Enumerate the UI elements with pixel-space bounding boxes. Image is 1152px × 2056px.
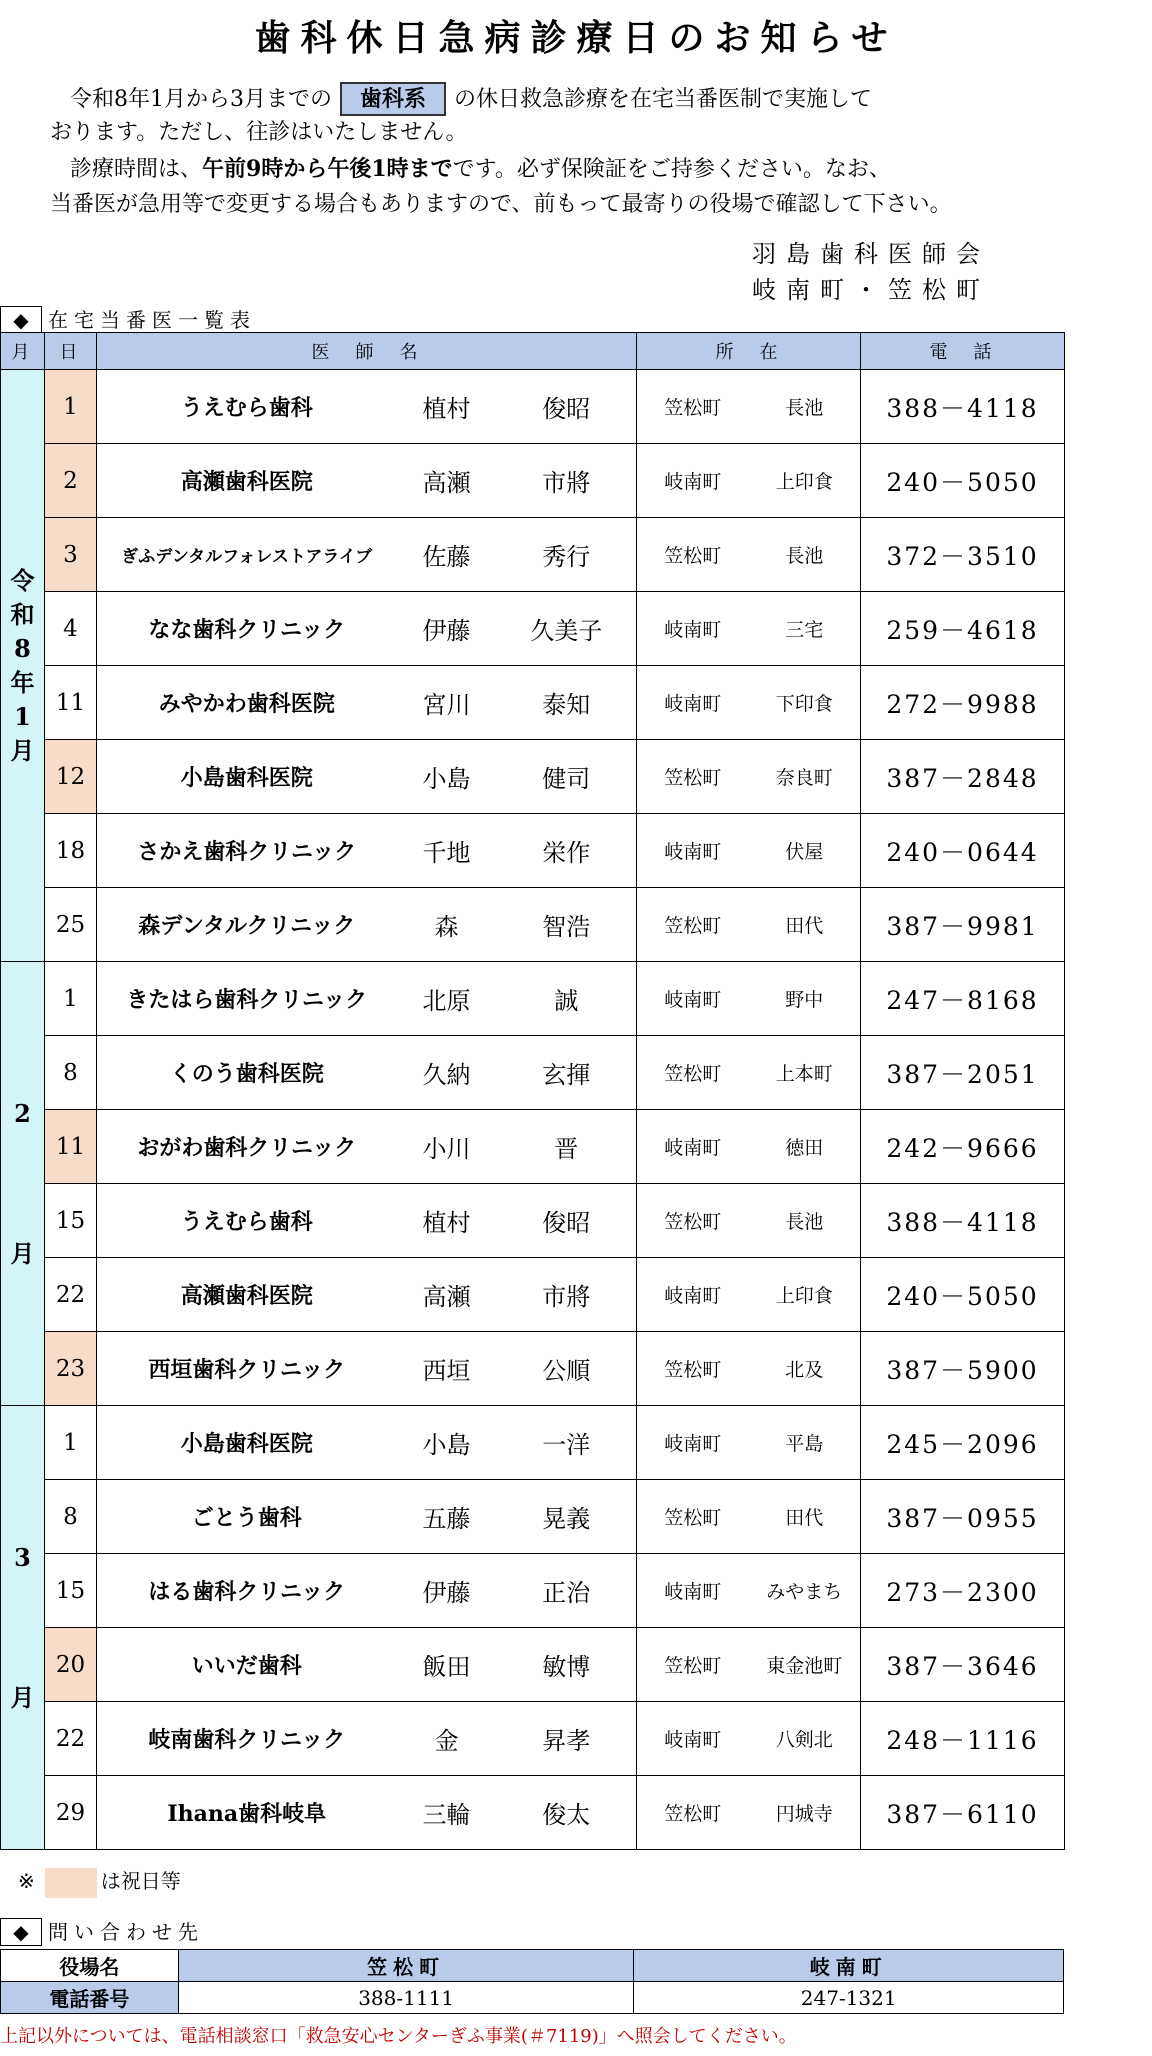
clinic-name: なな歯科クリニック <box>97 592 397 666</box>
doctor-given-name: 智浩 <box>497 888 637 962</box>
clinic-name: 高瀬歯科医院 <box>97 1258 397 1332</box>
intro-text: 令和8年1月から3月までの <box>70 87 332 112</box>
day-cell: 22 <box>45 1702 97 1776</box>
doctor-given-name: 敏博 <box>497 1628 637 1702</box>
area-name: 三宅 <box>749 592 861 666</box>
doctor-given-name: 誠 <box>497 962 637 1036</box>
table-row <box>1 814 1065 888</box>
day-cell: 23 <box>45 1332 97 1406</box>
table-row <box>1 1036 1065 1110</box>
diamond-icon: ◆ <box>0 1918 42 1946</box>
clinic-name: 岐南歯科クリニック <box>97 1702 397 1776</box>
legend-text: は祝日等 <box>100 1869 181 1893</box>
clinic-name: みやかわ歯科医院 <box>97 666 397 740</box>
phone-number: 240－0644 <box>861 814 1065 888</box>
org-towns: 岐南町・笠松町 <box>752 276 990 304</box>
table-row <box>1 1406 1065 1480</box>
doctor-given-name: 健司 <box>497 740 637 814</box>
table-row <box>1 1554 1065 1628</box>
month-cell <box>1 1406 45 1850</box>
day-cell: 18 <box>45 814 97 888</box>
intro-line-1 <box>70 82 1110 117</box>
holiday-swatch <box>45 1868 97 1898</box>
phone-number: 272－9988 <box>861 666 1065 740</box>
phone-number: 387－9981 <box>861 888 1065 962</box>
doctor-family-name: 伊藤 <box>397 592 497 666</box>
town-name: 岐南町 <box>637 962 749 1036</box>
doctor-family-name: 久納 <box>397 1036 497 1110</box>
day-cell: 11 <box>45 1110 97 1184</box>
intro-text: 診療時間は、 <box>70 157 203 182</box>
day-cell: 1 <box>45 962 97 1036</box>
clinic-name: さかえ歯科クリニック <box>97 814 397 888</box>
clinic-name: いいだ歯科 <box>97 1628 397 1702</box>
page-title: 歯科休日急病診療日のお知らせ <box>254 17 898 59</box>
day-cell: 11 <box>45 666 97 740</box>
intro-line-4: 当番医が急用等で変更する場合もありますので、前もって最寄りの役場で確認して下さい。 <box>50 192 952 217</box>
footer-note: 上記以外については、電話相談窓口「救急安心センターぎふ事業(＃7119)」へ照会してください。 <box>0 2026 797 2047</box>
area-name: 田代 <box>749 1480 861 1554</box>
area-name: 上印食 <box>749 1258 861 1332</box>
clinic-name: 西垣歯科クリニック <box>97 1332 397 1406</box>
table-row <box>1 444 1065 518</box>
area-name: 平島 <box>749 1406 861 1480</box>
doctor-given-name: 俊昭 <box>497 370 637 444</box>
contact-table <box>0 1949 1064 2014</box>
phone-ginan: 247-1321 <box>634 1982 1064 2014</box>
list-section-title: 在宅当番医一覧表 <box>48 308 256 332</box>
area-name: 奈良町 <box>749 740 861 814</box>
day-cell: 29 <box>45 1776 97 1850</box>
month-label: 3 月 <box>10 1542 35 1712</box>
header-phone: 電 話 <box>861 333 1065 370</box>
doctor-given-name: 晋 <box>497 1110 637 1184</box>
table-row <box>1 1258 1065 1332</box>
town-name: 岐南町 <box>637 444 749 518</box>
table-row <box>1 1776 1065 1850</box>
header-location: 所 在 <box>637 333 861 370</box>
doctor-family-name: 小島 <box>397 740 497 814</box>
doctor-given-name: 久美子 <box>497 592 637 666</box>
town-name: 笠松町 <box>637 1036 749 1110</box>
table-header-row <box>1 333 1065 370</box>
doctor-given-name: 市將 <box>497 444 637 518</box>
header-month: 月 <box>1 333 45 370</box>
phone-number: 387－0955 <box>861 1480 1065 1554</box>
org-name: 羽島歯科医師会 <box>752 240 990 268</box>
phone-number: 388－4118 <box>861 370 1065 444</box>
town-name: 笠松町 <box>637 740 749 814</box>
town-name: 岐南町 <box>637 1554 749 1628</box>
day-cell: 1 <box>45 370 97 444</box>
doctor-given-name: 一洋 <box>497 1406 637 1480</box>
duty-table <box>0 332 1065 1850</box>
category-badge: 歯科系 <box>340 82 446 116</box>
list-section-heading <box>0 304 256 334</box>
town-name: 岐南町 <box>637 666 749 740</box>
clinic-name: Ihana歯科岐阜 <box>97 1776 397 1850</box>
town-name: 岐南町 <box>637 1258 749 1332</box>
town-name: 笠松町 <box>637 370 749 444</box>
area-name: 長池 <box>749 1184 861 1258</box>
doctor-given-name: 俊太 <box>497 1776 637 1850</box>
intro-line-3 <box>70 152 1110 187</box>
month-label: 2 月 <box>10 1098 35 1268</box>
doctor-family-name: 森 <box>397 888 497 962</box>
area-name: 円城寺 <box>749 1776 861 1850</box>
clinic-name: きたはら歯科クリニック <box>97 962 397 1036</box>
town-name: 笠松町 <box>637 1480 749 1554</box>
doctor-family-name: 西垣 <box>397 1332 497 1406</box>
office-kasamatsu: 笠松町 <box>178 1950 634 1982</box>
diamond-icon: ◆ <box>0 306 42 334</box>
phone-number: 388－4118 <box>861 1184 1065 1258</box>
table-row <box>1 370 1065 444</box>
table-row <box>1 666 1065 740</box>
phone-number: 387－5900 <box>861 1332 1065 1406</box>
doctor-family-name: 宮川 <box>397 666 497 740</box>
day-cell: 20 <box>45 1628 97 1702</box>
doctor-family-name: 金 <box>397 1702 497 1776</box>
town-name: 岐南町 <box>637 1406 749 1480</box>
contact-section-heading <box>0 1916 204 1946</box>
clinic-name: 森デンタルクリニック <box>97 888 397 962</box>
area-name: 北及 <box>749 1332 861 1406</box>
day-cell: 3 <box>45 518 97 592</box>
area-name: 上本町 <box>749 1036 861 1110</box>
clinic-name: はる歯科クリニック <box>97 1554 397 1628</box>
area-name: 長池 <box>749 518 861 592</box>
doctor-given-name: 公順 <box>497 1332 637 1406</box>
intro-text: です。必ず保険証をご持参ください。なお、 <box>452 157 891 182</box>
area-name: 八剣北 <box>749 1702 861 1776</box>
legend-mark: ※ <box>18 1869 35 1893</box>
contact-section-title: 問い合わせ先 <box>48 1920 204 1944</box>
intro-text: の休日救急診療を在宅当番医制で実施して <box>454 87 873 112</box>
area-name: みやまち <box>749 1554 861 1628</box>
day-cell: 1 <box>45 1406 97 1480</box>
office-label: 役場名 <box>1 1950 179 1982</box>
phone-number: 372－3510 <box>861 518 1065 592</box>
clinic-name: 小島歯科医院 <box>97 1406 397 1480</box>
phone-number: 240－5050 <box>861 444 1065 518</box>
doctor-given-name: 俊昭 <box>497 1184 637 1258</box>
doctor-family-name: 佐藤 <box>397 518 497 592</box>
town-name: 笠松町 <box>637 1776 749 1850</box>
table-row <box>1 740 1065 814</box>
town-name: 岐南町 <box>637 1702 749 1776</box>
town-name: 岐南町 <box>637 814 749 888</box>
day-cell: 22 <box>45 1258 97 1332</box>
doctor-family-name: 五藤 <box>397 1480 497 1554</box>
doctor-family-name: 高瀬 <box>397 1258 497 1332</box>
day-cell: 4 <box>45 592 97 666</box>
table-row <box>1 1480 1065 1554</box>
town-name: 笠松町 <box>637 518 749 592</box>
doctor-family-name: 伊藤 <box>397 1554 497 1628</box>
phone-number: 273－2300 <box>861 1554 1065 1628</box>
doctor-family-name: 北原 <box>397 962 497 1036</box>
area-name: 長池 <box>749 370 861 444</box>
town-name: 岐南町 <box>637 1110 749 1184</box>
phone-number: 248－1116 <box>861 1702 1065 1776</box>
intro-line-2: おります。ただし、往診はいたしません。 <box>50 120 468 145</box>
town-name: 笠松町 <box>637 888 749 962</box>
town-name: 笠松町 <box>637 1628 749 1702</box>
doctor-given-name: 玄揮 <box>497 1036 637 1110</box>
clinic-name: 高瀬歯科医院 <box>97 444 397 518</box>
header-day: 日 <box>45 333 97 370</box>
month-label: 令 和 8 年 1 月 <box>10 565 35 765</box>
doctor-family-name: 小島 <box>397 1406 497 1480</box>
day-cell: 8 <box>45 1036 97 1110</box>
table-row <box>1 1702 1065 1776</box>
clinic-name: うえむら歯科 <box>97 370 397 444</box>
area-name: 東金池町 <box>749 1628 861 1702</box>
header-doctor: 医 師 名 <box>97 333 637 370</box>
doctor-given-name: 栄作 <box>497 814 637 888</box>
phone-number: 259－4618 <box>861 592 1065 666</box>
phone-number: 245－2096 <box>861 1406 1065 1480</box>
doctor-given-name: 泰知 <box>497 666 637 740</box>
doctor-family-name: 三輪 <box>397 1776 497 1850</box>
doctor-family-name: 高瀬 <box>397 444 497 518</box>
month-cell <box>1 962 45 1406</box>
phone-number: 387－2051 <box>861 1036 1065 1110</box>
day-cell: 15 <box>45 1184 97 1258</box>
clinic-name: ごとう歯科 <box>97 1480 397 1554</box>
phone-number: 247－8168 <box>861 962 1065 1036</box>
table-row <box>1 1628 1065 1702</box>
office-ginan: 岐南町 <box>634 1950 1064 1982</box>
day-cell: 8 <box>45 1480 97 1554</box>
table-row <box>1 888 1065 962</box>
doctor-family-name: 植村 <box>397 1184 497 1258</box>
hours-text: 午前9時から午後1時まで <box>202 156 453 182</box>
month-cell <box>1 370 45 962</box>
table-row <box>1 962 1065 1036</box>
area-name: 田代 <box>749 888 861 962</box>
doctor-given-name: 正治 <box>497 1554 637 1628</box>
town-name: 岐南町 <box>637 592 749 666</box>
day-cell: 2 <box>45 444 97 518</box>
area-name: 下印食 <box>749 666 861 740</box>
area-name: 伏屋 <box>749 814 861 888</box>
town-name: 笠松町 <box>637 1332 749 1406</box>
area-name: 徳田 <box>749 1110 861 1184</box>
phone-number: 387－6110 <box>861 1776 1065 1850</box>
doctor-given-name: 晃義 <box>497 1480 637 1554</box>
clinic-name: ぎふデンタルフォレストアライブ <box>97 518 397 592</box>
doctor-family-name: 小川 <box>397 1110 497 1184</box>
phone-number: 387－3646 <box>861 1628 1065 1702</box>
doctor-given-name: 秀行 <box>497 518 637 592</box>
doctor-given-name: 市將 <box>497 1258 637 1332</box>
day-cell: 25 <box>45 888 97 962</box>
phone-kasamatsu: 388-1111 <box>178 1982 634 2014</box>
doctor-family-name: 植村 <box>397 370 497 444</box>
table-row <box>1 1332 1065 1406</box>
town-name: 笠松町 <box>637 1184 749 1258</box>
doctor-family-name: 千地 <box>397 814 497 888</box>
phone-number: 242－9666 <box>861 1110 1065 1184</box>
phone-number: 387－2848 <box>861 740 1065 814</box>
clinic-name: うえむら歯科 <box>97 1184 397 1258</box>
doctor-given-name: 昇孝 <box>497 1702 637 1776</box>
area-name: 野中 <box>749 962 861 1036</box>
table-row <box>1 1184 1065 1258</box>
area-name: 上印食 <box>749 444 861 518</box>
clinic-name: くのう歯科医院 <box>97 1036 397 1110</box>
holiday-legend <box>18 1865 181 1898</box>
doctor-family-name: 飯田 <box>397 1628 497 1702</box>
clinic-name: 小島歯科医院 <box>97 740 397 814</box>
phone-label: 電話番号 <box>1 1982 179 2014</box>
table-row <box>1 518 1065 592</box>
day-cell: 12 <box>45 740 97 814</box>
clinic-name: おがわ歯科クリニック <box>97 1110 397 1184</box>
day-cell: 15 <box>45 1554 97 1628</box>
phone-number: 240－5050 <box>861 1258 1065 1332</box>
table-row <box>1 592 1065 666</box>
table-row <box>1 1110 1065 1184</box>
